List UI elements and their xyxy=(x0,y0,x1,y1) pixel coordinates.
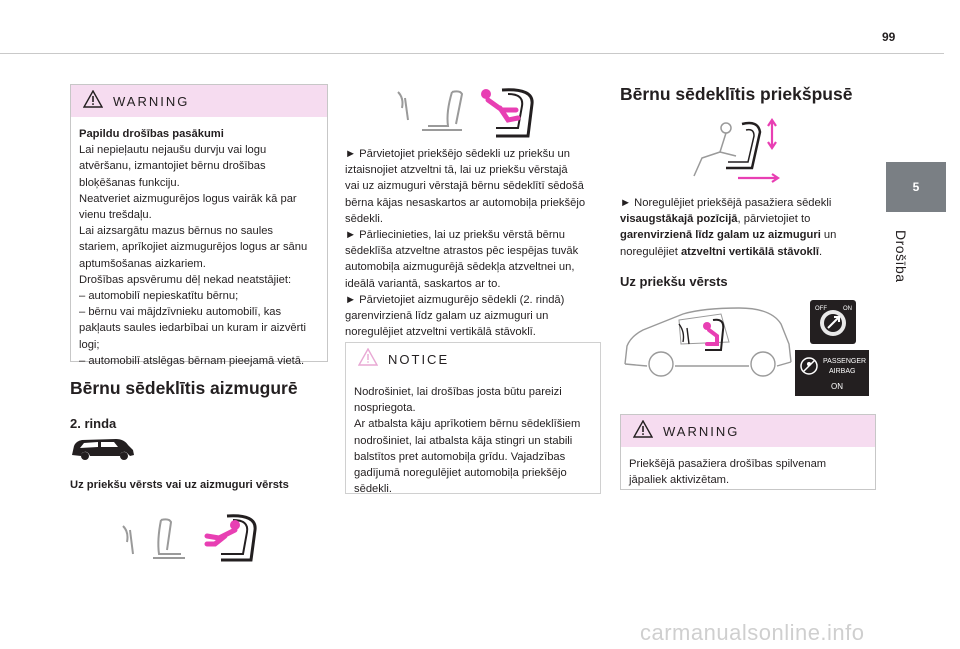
chapter-tab[interactable]: 5 xyxy=(886,162,946,212)
airbag-label-line3: ON xyxy=(831,382,843,391)
notice-line: balstītos pret automobiļa grīdu. Vajadzības xyxy=(354,450,566,463)
page-number: 99 xyxy=(882,30,896,44)
instruction-line: sēdekli. xyxy=(345,212,383,225)
warning-triangle-icon xyxy=(633,420,653,443)
notice-line: nodrošiniet, lai atbalsta kāja stingri un stabili xyxy=(354,434,573,447)
rear-child-seat-illustration xyxy=(115,510,265,575)
switch-off-label: OFF xyxy=(815,306,827,312)
warning-box-airbag xyxy=(620,414,876,490)
warning-title-airbag: WARNING xyxy=(663,423,740,439)
instructions-text xyxy=(345,146,601,340)
instruction-line: garenvirzienā līdz galam uz aizmuguri un xyxy=(345,310,549,323)
switch-on-label: ON xyxy=(843,306,852,312)
warning-airbag-line: Priekšējā pasažiera drošības spilvenam xyxy=(629,458,827,470)
warning-line: stariem, aprīkojiet aizmugurējos logus ar sānu xyxy=(79,241,308,254)
front-seat-instructions xyxy=(620,195,876,260)
front-line-2: visaugstākajā pozīcijā, pārvietojiet to xyxy=(620,213,811,226)
airbag-switch-icon xyxy=(810,300,856,349)
airbag-label-line2: AIRBAG xyxy=(829,368,856,375)
row-title: 2. rinda xyxy=(70,416,117,431)
warning-line: bloķēšanas funkciju. xyxy=(79,176,180,189)
van-icon xyxy=(70,437,136,468)
warning-line: Drošības apsvērumu dēļ nekad neatstājiet: xyxy=(79,273,292,286)
instruction-line: ► Pārvietojiet aizmugurējo sēdekli (2. rindā) xyxy=(345,293,565,306)
instruction-line: ► Pārvietojiet priekšējo sēdekli uz priekšu un xyxy=(345,148,570,160)
warning-line: Lai nepieļautu nejaušu durvju vai logu xyxy=(79,144,267,157)
warning-box-child-safety xyxy=(70,84,328,367)
instruction-line: bērna kājas nesaskartos ar automobiļa priekšējo xyxy=(345,196,586,209)
warning-line: – automobilī atslēgas bērnam pieejamā vietā. xyxy=(79,354,305,367)
notice-triangle-icon xyxy=(358,348,378,371)
warning-body-airbag xyxy=(621,447,875,496)
instruction-line: ideālā variantā, saskartos ar to. xyxy=(345,277,501,290)
warning-line: aptumšošanas aizkariem. xyxy=(79,257,206,270)
warning-title: WARNING xyxy=(113,93,190,109)
instruction-line: automobiļa aizmugurējā sēdekļa atzveltnei un, xyxy=(345,261,575,274)
warning-body xyxy=(71,117,327,377)
notice-line: gadījumā noregulējiet automobiļa priekšējo xyxy=(354,467,567,480)
instruction-line: iztaisnojiet atzveltni tā, lai uz priekšu vērstajā xyxy=(345,164,568,177)
warning-line: pakļauts saules iedarbībai un kuram ir aizvērti xyxy=(79,322,306,335)
notice-body xyxy=(346,375,600,505)
front-seat-adjust-illustration xyxy=(392,86,542,149)
front-line-3: garenvirzienā līdz galam uz aizmuguri un xyxy=(620,229,837,242)
instruction-line: noregulējiet atzveltni vertikālā stāvoklī. xyxy=(345,326,536,339)
header-rule xyxy=(0,53,944,54)
warning-line: atvēršanu, izmantojiet bērnu drošības xyxy=(79,160,266,173)
notice-line: sēdekli. xyxy=(354,483,392,496)
section-title-rear-child-seat: Bērnu sēdeklītis aizmugurē xyxy=(70,378,298,398)
section-title-front-child-seat: Bērnu sēdeklītis priekšpusē xyxy=(620,84,853,104)
notice-line: Nodrošiniet, lai drošības josta būtu pareizi xyxy=(354,386,562,398)
warning-line: Lai aizsargātu mazus bērnus no saules xyxy=(79,225,274,238)
notice-line: nospriegota. xyxy=(354,402,416,415)
airbag-label-line1: PASSENGER xyxy=(823,358,867,365)
notice-title: NOTICE xyxy=(388,351,450,367)
front-line-1: ► Noregulējiet priekšējā pasažiera sēdekli xyxy=(620,197,832,209)
instruction-line: vai uz aizmuguri vērstajā bērnu sēdeklītī sēdošā xyxy=(345,180,584,193)
warning-header xyxy=(71,85,327,117)
warning-line: logi; xyxy=(79,338,100,351)
subheading-forward-facing: Uz priekšu vērsts xyxy=(620,274,728,289)
warning-heading: Papildu drošības pasākumi xyxy=(79,128,224,140)
passenger-airbag-indicator xyxy=(795,350,869,401)
warning-triangle-icon xyxy=(83,90,103,113)
notice-header xyxy=(346,343,600,375)
warning-line: vienu trešdaļu. xyxy=(79,209,152,222)
notice-box xyxy=(345,342,601,494)
chapter-label: Drošība xyxy=(893,230,909,283)
warning-header-airbag xyxy=(621,415,875,447)
warning-line: – bērnu vai mājdzīvnieku automobilī, kas xyxy=(79,306,282,319)
orientation-title: Uz priekšu vērsts vai uz aizmuguri vērsts xyxy=(70,479,289,491)
front-line-4: noregulējiet atzveltni vertikālā stāvoklī. xyxy=(620,245,823,258)
warning-line: – automobilī nepieskatītu bērnu; xyxy=(79,290,239,303)
notice-line: Ar atbalsta kāju aprīkotiem bērnu sēdeklīšiem xyxy=(354,418,581,431)
instruction-line: ► Pārliecinieties, lai uz priekšu vērstā bērnu xyxy=(345,229,566,242)
watermark: carmanualsonline.info xyxy=(640,620,865,645)
warning-line: Neatveriet aizmugurējos logus vairāk kā par xyxy=(79,192,297,205)
car-with-child-seat-illustration xyxy=(621,300,796,391)
seat-position-illustration xyxy=(680,116,785,193)
warning-airbag-line: jāpaliek aktivizētam. xyxy=(629,474,730,487)
instruction-line: sēdeklīša atzveltne atrastos pēc iespējas tuvāk xyxy=(345,245,579,258)
